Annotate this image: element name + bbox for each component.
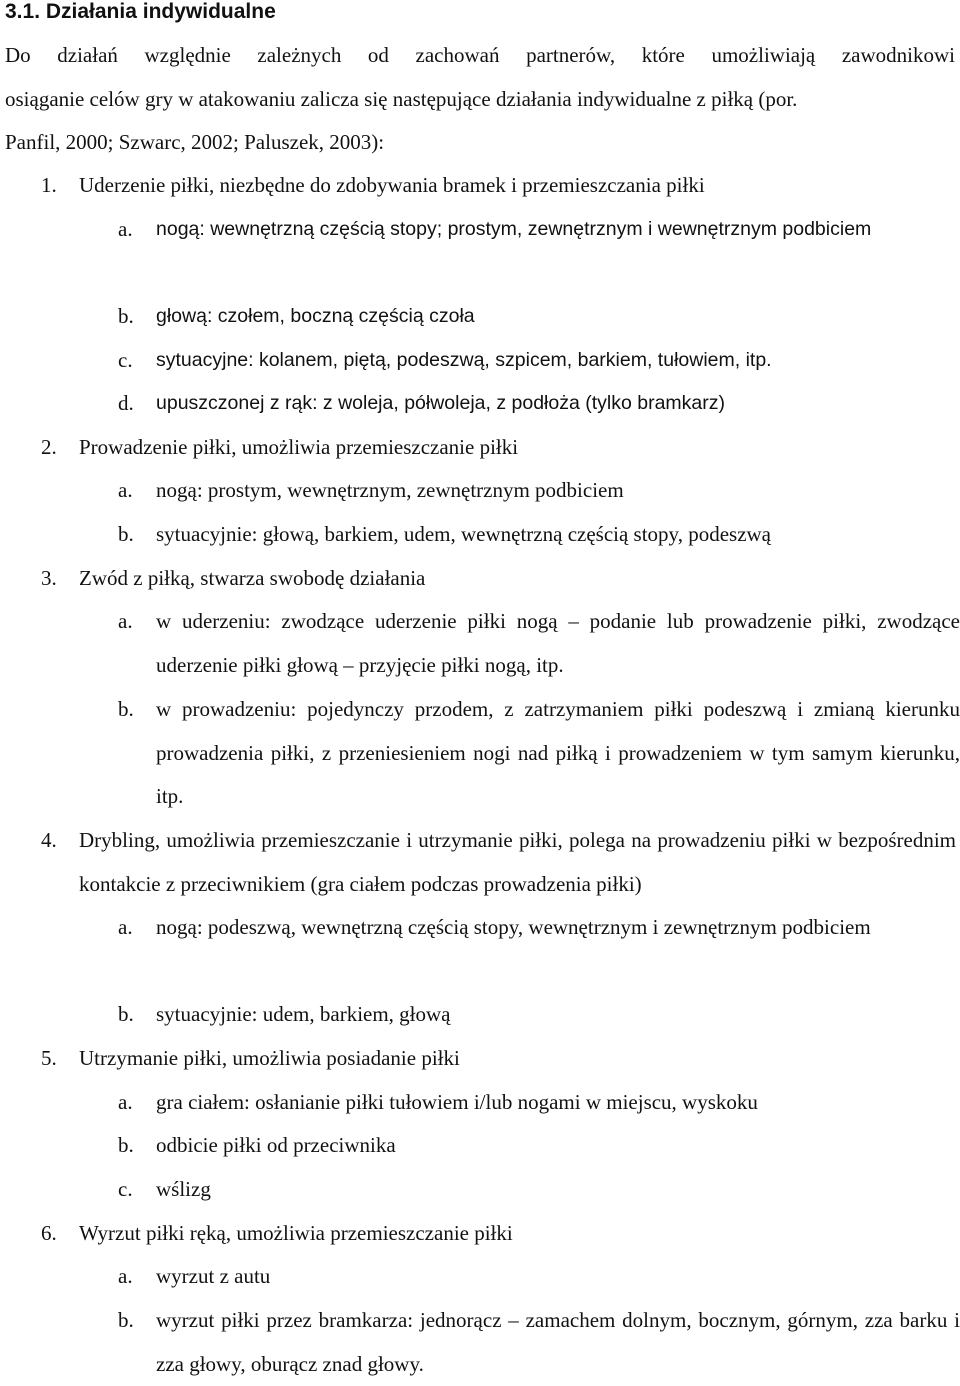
sub-item	[118, 1124, 960, 1168]
sub-letter: d.	[118, 391, 134, 415]
sub-letter: b.	[118, 1308, 134, 1332]
sub-text: nogą: prostym, wewnętrznym, zewnętrznym podbiciem	[156, 478, 624, 502]
sub-letter: a.	[118, 1090, 133, 1114]
sub-text: upuszczonej z rąk: z woleja, półwoleja, z podłoża (tylko bramkarz)	[156, 392, 725, 414]
intro-line: osiąganie celów gry w atakowaniu zalicza się następujące działania indywidualne z piłką (por.	[5, 86, 798, 111]
item-number: 1.	[41, 173, 57, 197]
sub-item	[118, 208, 960, 252]
sub-letter: b.	[118, 304, 134, 328]
item-number: 6.	[41, 1221, 57, 1245]
sub-letter: c.	[118, 1177, 133, 1201]
list-item	[41, 819, 956, 906]
item-text: Utrzymanie piłki, umożliwia posiadanie piłki	[79, 1046, 460, 1070]
sub-text: nogą: podeszwą, wewnętrzną częścią stopy, wewnętrznym i zewnętrznym podbiciem	[156, 915, 871, 939]
sub-item	[118, 339, 960, 383]
sub-letter: a.	[118, 1264, 133, 1288]
item-number: 5.	[41, 1046, 57, 1070]
sub-letter: a.	[118, 915, 133, 939]
sub-item	[118, 993, 960, 1037]
sub-text: wślizg	[156, 1177, 211, 1201]
intro-paragraph	[5, 34, 955, 165]
sub-letter: b.	[118, 1002, 134, 1026]
sub-item	[118, 1081, 960, 1125]
sub-text: nogą: wewnętrzną częścią stopy; prostym, zewnętrznym i wewnętrznym podbiciem	[156, 218, 872, 240]
item-number: 3.	[41, 566, 57, 590]
sub-item	[118, 906, 960, 950]
list-item	[41, 426, 956, 470]
sub-item	[118, 513, 960, 557]
list-item	[41, 164, 956, 208]
item-text: Uderzenie piłki, niezbędne do zdobywania bramek i przemieszczania piłki	[79, 173, 705, 197]
sub-letter: c.	[118, 348, 133, 372]
sub-item	[118, 295, 960, 339]
section-heading: 3.1. Działania indywidualne	[5, 0, 276, 23]
sub-letter: a.	[118, 609, 133, 633]
sub-item	[118, 688, 960, 819]
item-text: Prowadzenie piłki, umożliwia przemieszczanie piłki	[79, 435, 519, 459]
item-text: Drybling, umożliwia przemieszczanie i utrzymanie piłki, polega na prowadzeniu piłki w bezpośrednim kontakcie z przeciwnikiem (gra ciałem podczas prowadzenia piłki)	[79, 828, 956, 896]
item-number: 4.	[41, 828, 57, 852]
item-number: 2.	[41, 435, 57, 459]
sub-letter: a.	[118, 478, 133, 502]
sub-letter: b.	[118, 522, 134, 546]
item-text: Wyrzut piłki ręką, umożliwia przemieszczanie piłki	[79, 1221, 513, 1245]
sub-text: głową: czołem, boczną częścią czoła	[156, 305, 475, 327]
sub-text: w uderzeniu: zwodzące uderzenie piłki nogą – podanie lub prowadzenie piłki, zwodzące uderzenie piłki głową – przyjęcie piłki nogą, itp.	[156, 609, 960, 677]
list-item	[41, 557, 956, 601]
sub-item	[118, 469, 960, 513]
sub-item	[118, 382, 960, 426]
intro-line: Panfil, 2000; Szwarc, 2002; Paluszek, 2003):	[5, 130, 385, 155]
sub-text: w prowadzeniu: pojedynczy przodem, z zatrzymaniem piłki podeszwą i zmianą kierunku prowadzenia piłki, z przeniesieniem nogi nad piłką i prowadzeniem w tym samym kierunku, itp.	[156, 697, 960, 809]
sub-letter: a.	[118, 217, 133, 241]
sub-item	[118, 600, 960, 687]
sub-item	[118, 1299, 960, 1386]
sub-text: sytuacyjne: kolanem, piętą, podeszwą, szpicem, barkiem, tułowiem, itp.	[156, 349, 772, 371]
sub-item	[118, 1255, 960, 1299]
sub-item	[118, 1168, 960, 1212]
sub-text: odbicie piłki od przeciwnika	[156, 1133, 396, 1157]
sub-text: wyrzut z autu	[156, 1264, 271, 1288]
sub-text: sytuacyjnie: głową, barkiem, udem, wewnętrzną częścią stopy, podeszwą	[156, 522, 771, 546]
list-item	[41, 1212, 956, 1256]
sub-text: gra ciałem: osłanianie piłki tułowiem i/lub nogami w miejscu, wyskoku	[156, 1090, 758, 1114]
intro-line: Do działań względnie zależnych od zachowań partnerów, które umożliwiają zawodnikowi	[5, 43, 955, 67]
sub-letter: b.	[118, 1133, 134, 1157]
item-text: Zwód z piłką, stwarza swobodę działania	[79, 566, 426, 590]
sub-text: wyrzut piłki przez bramkarza: jednorącz – zamachem dolnym, bocznym, górnym, zza barku i zza głowy, oburącz znad głowy.	[156, 1308, 960, 1376]
sub-letter: b.	[118, 697, 134, 721]
sub-text: sytuacyjnie: udem, barkiem, głową	[156, 1002, 451, 1026]
list-item	[41, 1037, 956, 1081]
